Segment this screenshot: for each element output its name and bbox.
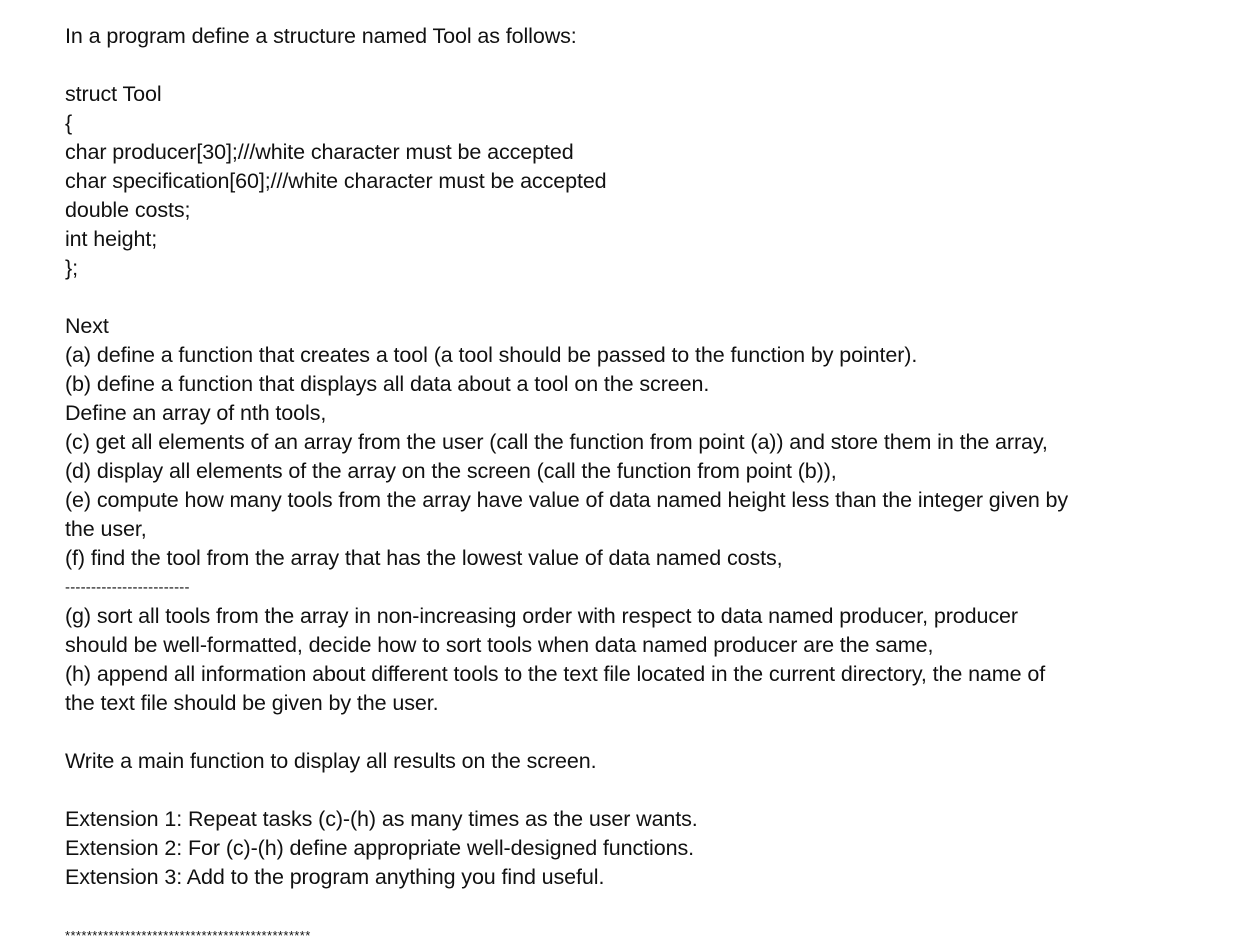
struct-line: struct Tool	[65, 82, 162, 106]
task-line: Define an array of nth tools,	[65, 401, 327, 425]
task-line: should be well-formatted, decide how to sort tools when data named producer are the same,	[65, 633, 934, 657]
struct-line: char specification[60];///white character must be accepted	[65, 169, 607, 193]
task-line: (h) append all information about different tools to the text file located in the current directory, the name of	[65, 662, 1046, 686]
document-page	[65, 22, 1225, 950]
task-line: (g) sort all tools from the array in non-increasing order with respect to data named producer, producer	[65, 604, 1018, 628]
struct-line: int height;	[65, 227, 158, 251]
extension-line: Extension 2: For (c)-(h) define appropriate well-designed functions.	[65, 836, 694, 860]
task-line: (a) define a function that creates a tool (a tool should be passed to the function by pointer).	[65, 343, 918, 367]
star-divider: *********************************************	[65, 928, 311, 943]
blank-line	[65, 718, 1225, 747]
intro-text: In a program define a structure named Tool as follows:	[65, 24, 577, 48]
struct-line: {	[65, 111, 73, 135]
task-line: the text file should be given by the user.	[65, 691, 439, 715]
extension-line: Extension 3: Add to the program anything you find useful.	[65, 865, 605, 889]
task-line: (e) compute how many tools from the array have value of data named height less than the integer given by	[65, 488, 1069, 512]
task-line: (d) display all elements of the array on the screen (call the function from point (b)),	[65, 459, 837, 483]
blank-line	[65, 283, 1225, 312]
next-heading: Next	[65, 314, 109, 338]
dashed-divider: ------------------------	[65, 579, 190, 596]
struct-line: char producer[30];///white character must be accepted	[65, 140, 574, 164]
task-line: (b) define a function that displays all data about a tool on the screen.	[65, 372, 710, 396]
blank-line	[65, 51, 1225, 80]
task-line: (f) find the tool from the array that has the lowest value of data named costs,	[65, 546, 783, 570]
task-line: the user,	[65, 517, 147, 541]
main-instruction: Write a main function to display all results on the screen.	[65, 749, 597, 773]
blank-line	[65, 892, 1225, 921]
struct-line: };	[65, 256, 78, 280]
extension-line: Extension 1: Repeat tasks (c)-(h) as many times as the user wants.	[65, 807, 698, 831]
task-line: (c) get all elements of an array from the user (call the function from point (a)) and store them in the array,	[65, 430, 1048, 454]
struct-line: double costs;	[65, 198, 191, 222]
blank-line	[65, 776, 1225, 805]
